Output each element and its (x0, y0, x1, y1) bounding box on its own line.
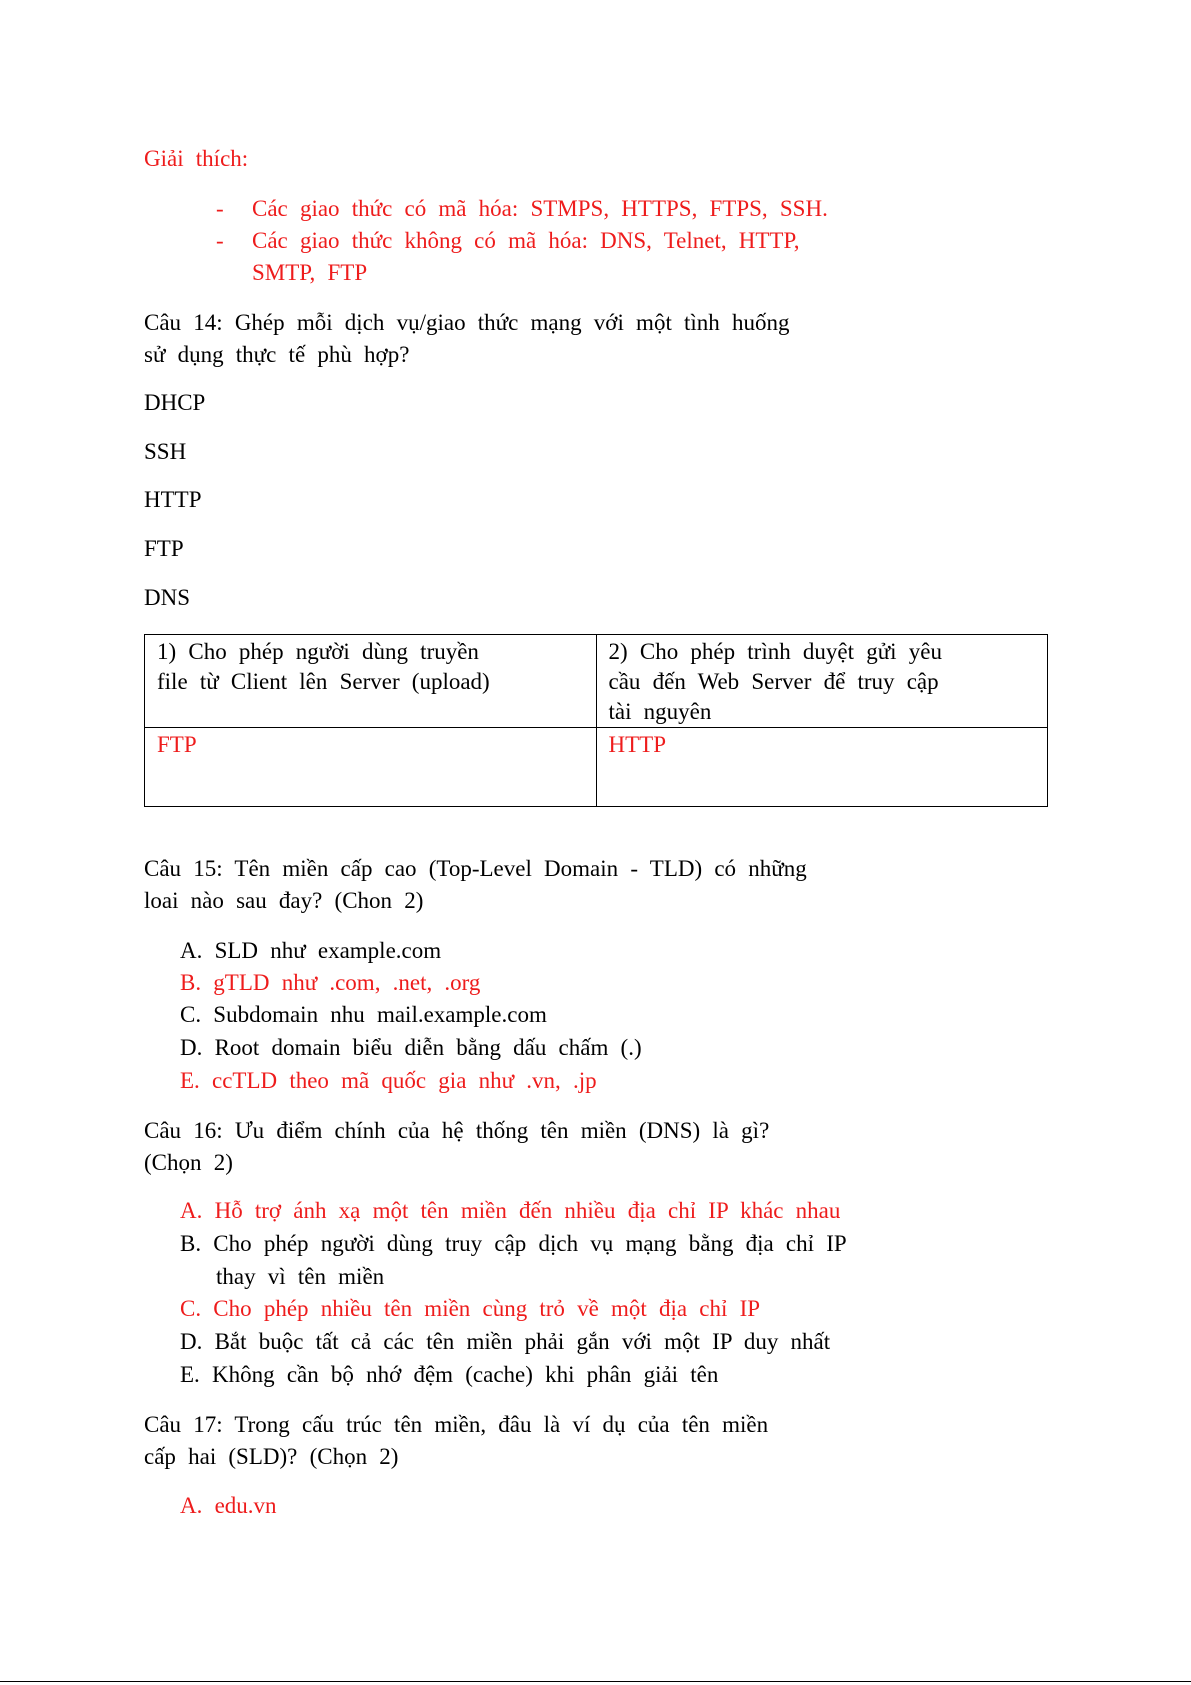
situation-2-line-3: tài nguyên (608, 699, 712, 724)
q14-line-2: sử dụng thực tế phù hợp? (144, 342, 410, 367)
option-label: E. (180, 1068, 200, 1093)
option-text: ccTLD theo mã quốc gia như .vn, .jp (212, 1068, 597, 1093)
option-label: D. (180, 1035, 203, 1060)
explanation-heading: Giải thích: (144, 146, 249, 171)
q15-option-b (180, 967, 480, 999)
option-label: E. (180, 1362, 200, 1387)
q16-option-e (180, 1359, 718, 1391)
bullet-dash: - (216, 228, 224, 253)
q14-matching-table (144, 634, 1048, 807)
option-text: Cho phép người dùng truy cập dịch vụ mạng bằng địa chỉ IP (213, 1231, 847, 1256)
q14-service-ssh: SSH (144, 439, 187, 464)
situation-1-line-2: file từ Client lên Server (upload) (157, 669, 490, 694)
q16-option-a (180, 1195, 840, 1227)
option-text: Không cần bộ nhớ đệm (cache) khi phân giải tên (212, 1362, 719, 1387)
q16-option-d (180, 1326, 830, 1358)
explanation-bullet-2-cont: SMTP, FTP (252, 260, 368, 285)
bullet-dash: - (216, 196, 224, 221)
explanation-bullet-2 (216, 225, 799, 257)
q16-line-2: (Chọn 2) (144, 1150, 233, 1175)
situation-1-line-1: 1) Cho phép người dùng truyền (157, 639, 479, 664)
q16-option-b-cont: thay vì tên miền (216, 1264, 385, 1289)
bullet-text: Các giao thức có mã hóa: STMPS, HTTPS, FTPS, SSH. (252, 196, 828, 221)
option-label: A. (180, 938, 203, 963)
option-text: Bắt buộc tất cả các tên miền phải gắn với một IP duy nhất (214, 1329, 831, 1354)
q14-line-1: Câu 14: Ghép mỗi dịch vụ/giao thức mạng với một tình huống (144, 310, 790, 335)
answer-1-cell: FTP (145, 728, 597, 807)
option-text: Hỗ trợ ánh xạ một tên miền đến nhiều địa chỉ IP khác nhau (214, 1198, 841, 1223)
option-label: D. (180, 1329, 203, 1354)
q15-option-d (180, 1032, 642, 1064)
answer-2-cell: HTTP (596, 728, 1048, 807)
option-text: Root domain biểu diễn bằng dấu chấm (.) (214, 1035, 642, 1060)
q17-line-1: Câu 17: Trong cấu trúc tên miền, đâu là ví dụ của tên miền (144, 1412, 769, 1437)
option-text: Cho phép nhiều tên miền cùng trỏ về một địa chỉ IP (213, 1296, 761, 1321)
option-label: B. (180, 1231, 202, 1256)
explanation-bullet-1 (216, 193, 828, 225)
bullet-text: Các giao thức không có mã hóa: DNS, Telnet, HTTP, (252, 228, 800, 253)
option-label: C. (180, 1002, 202, 1027)
option-label: C. (180, 1296, 202, 1321)
q14-service-dhcp: DHCP (144, 390, 206, 415)
option-text: edu.vn (214, 1493, 277, 1518)
option-text: Subdomain nhu mail.example.com (213, 1002, 547, 1027)
table-answer-row (145, 728, 1048, 807)
situation-2-line-1: 2) Cho phép trình duyệt gửi yêu (608, 639, 942, 664)
page-bottom-divider (0, 1681, 1191, 1682)
option-label: A. (180, 1198, 203, 1223)
q15-option-c (180, 999, 547, 1031)
table-header-row (145, 635, 1048, 728)
q17-line-2: cấp hai (SLD)? (Chọn 2) (144, 1444, 399, 1469)
situation-2-line-2: cầu đến Web Server để truy cập (608, 669, 939, 694)
q15-option-a (180, 935, 441, 967)
q15-line-1: Câu 15: Tên miền cấp cao (Top-Level Domain - TLD) có những (144, 856, 807, 881)
q15-line-2: loai nào sau đay? (Chon 2) (144, 888, 424, 913)
situation-1-cell (145, 635, 597, 728)
q15-option-e (180, 1065, 597, 1097)
q14-service-dns: DNS (144, 585, 191, 610)
q16-line-1: Câu 16: Ưu điểm chính của hệ thống tên miền (DNS) là gì? (144, 1118, 770, 1143)
q16-option-b (180, 1228, 847, 1260)
q14-service-ftp: FTP (144, 536, 184, 561)
option-label: A. (180, 1493, 203, 1518)
q16-option-c (180, 1293, 760, 1325)
option-text: gTLD như .com, .net, .org (213, 970, 481, 995)
q17-option-a (180, 1490, 277, 1522)
option-label: B. (180, 970, 202, 995)
option-text: SLD như example.com (214, 938, 442, 963)
q14-service-http: HTTP (144, 487, 202, 512)
situation-2-cell (596, 635, 1048, 728)
